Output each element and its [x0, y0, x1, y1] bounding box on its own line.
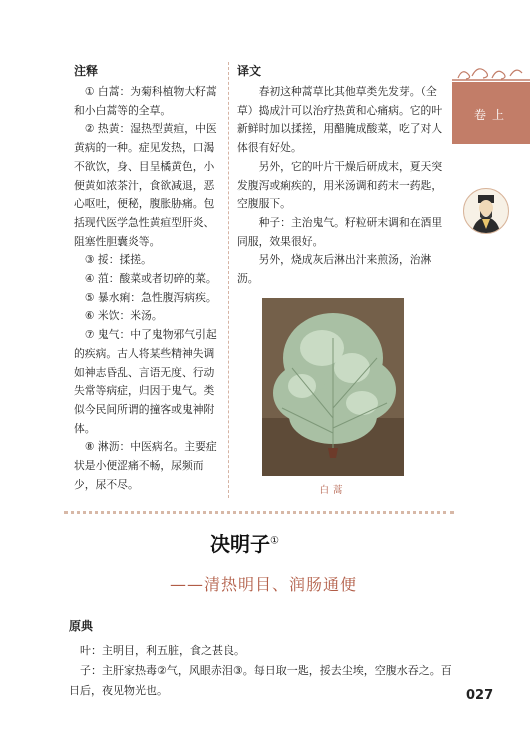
note-item: ① 白蒿：为菊科植物大籽蒿和小白蒿等的全草。 — [74, 85, 217, 117]
original-text-heading: 原典 — [69, 619, 94, 633]
column-divider — [228, 62, 229, 498]
translation-paragraph: 种子：主治鬼气。籽粒研末调和在酒里同服，效果很好。 — [237, 215, 443, 248]
original-line: 叶：主明目，利五脏，食之甚良。 — [80, 644, 245, 657]
original-line: 子：主肝家热毒②气，风眼赤泪③。每日取一匙，挼去尘埃，空腹水吞之。百日后，夜见物光也。 — [69, 664, 452, 697]
volume-label: 卷上 — [474, 108, 511, 122]
note-item: ⑤ 暴水痢：急性腹泻病疾。 — [84, 290, 217, 304]
original-text — [69, 641, 461, 701]
note-item: ③ 挼：揉搓。 — [84, 253, 152, 267]
notes-heading: 注释 — [74, 64, 99, 78]
translation-paragraph: 春初这种蒿草比其他草类先发芽。（全草）捣成汁可以治疗热黄和心痛病。它的叶新鲜时加以揉搓，用醋腌成酸菜，吃了对人体很有好处。 — [237, 85, 443, 155]
scroll-ornament — [452, 62, 530, 82]
translation-heading: 译文 — [237, 64, 262, 78]
entry-title-text: 决明子 — [210, 532, 270, 556]
entry-subtitle: ——清热明目、润肠通便 — [170, 575, 358, 594]
note-item: ④ 菹：酸菜或者切碎的菜。 — [84, 272, 217, 286]
note-item: ② 热黄：湿热型黄疸，中医黄病的一种。症见发热，口渴不欲饮，身、目呈橘黄色，小便黄如浓茶汁，食欲减退，恶心呕吐，便秘，腹胀胁痛。包括现代医学急性黄疸型肝炎、阻塞性胆囊炎等。 — [74, 122, 217, 248]
scholar-portrait — [463, 188, 509, 234]
translation-paragraph: 另外，它的叶片干燥后研成末，夏天突发腹泻或痢疾的，用米汤调和药末一药匙，空腹服下。 — [237, 159, 443, 211]
notes-list — [74, 83, 222, 494]
translation-text — [237, 83, 443, 289]
translation-paragraph: 另外，烧成灰后淋出汁来煎汤，治淋沥。 — [237, 253, 432, 286]
entry-title-note: ① — [270, 535, 279, 547]
plant-photo — [262, 298, 404, 476]
photo-caption: 白蒿 — [319, 485, 347, 496]
note-item: ⑥ 米饮：米汤。 — [84, 309, 163, 323]
entry-title — [210, 528, 279, 557]
note-item: ⑧ 淋沥：中医病名。主要症状是小便涩痛不畅，尿频而少，尿不尽。 — [74, 440, 217, 491]
note-item: ⑦ 鬼气：中了鬼物邪气引起的疾病。古人将某些精神失调如神志昏乱、言语无度、行动失常等病症，归因于鬼气。类似今民间所谓的撞客或鬼神附体。 — [74, 328, 217, 435]
page-number: 027 — [466, 688, 494, 703]
section-divider — [64, 511, 454, 514]
